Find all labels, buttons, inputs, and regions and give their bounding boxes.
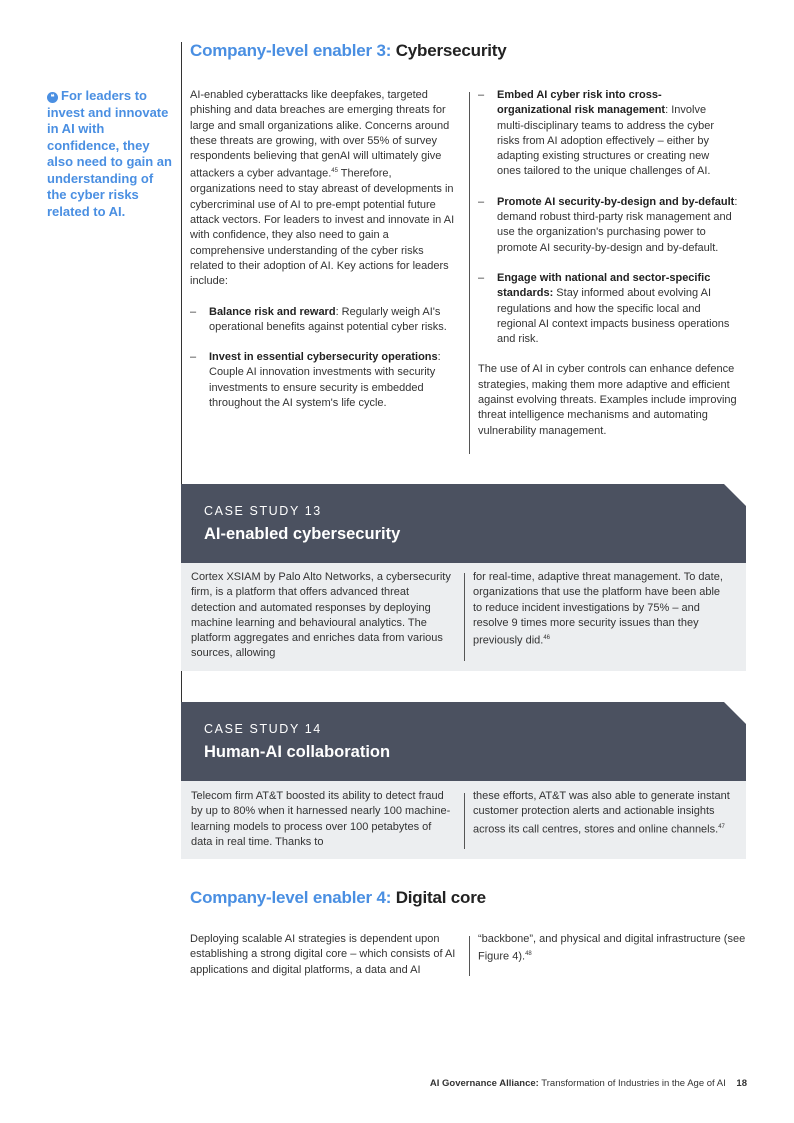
paragraph: AI-enabled cyberattacks like deepfakes, targeted phishing and data breaches are emerging threats for large and small organizations alike. Concerns around these threats are growing, with over 55% of survey respondents believing that genAI will ultimately give attackers a cyber advantage.$^{45}$ Therefore, organizations need to stay abreast of developments in cybercriminal use of AI to pre-empt potential future attack vectors. For leaders to invest and innovate in AI with confidence, they also need to gain a comprehensive understanding of the cyber risks related to their adoption of AI. Key actions for leaders include: (190, 89, 455, 288)
footer-doc-title: Transformation of Industries in the Age of AI (541, 1078, 726, 1089)
case-study-right-text: these efforts, AT&T was also able to generate instant customer protection alerts and actionable insights across its call centres, stores and online channels.$^{47}$ (473, 790, 730, 836)
footnote-ref: 45 (331, 168, 338, 175)
list-item: – Embed AI cyber risk into cross-organizational risk management: Involve multi-disciplinary teams to address the cyber risks from AI adoption effectively – either by adapting existing structures or creating new ones tailored to the unique challenges of AI. (478, 89, 715, 178)
quote-icon: ❝ (47, 92, 58, 103)
corner-notch (724, 484, 746, 506)
section4-right-column: “backbone”, and physical and digital infrastructure (see Figure 4).$^{48}$ (478, 933, 746, 963)
page-footer (430, 1078, 747, 1089)
list-item: – Invest in essential cybersecurity operations: Couple AI innovation investments with security investments to ensure security is embedded throughout the AI system's life cycle. (190, 351, 441, 409)
column-divider (464, 793, 465, 849)
case-study-14-header (181, 702, 746, 781)
page-number: 18 (736, 1078, 747, 1089)
section4-left-column: Deploying scalable AI strategies is dependent upon establishing a strong digital core – which consists of AI applications and digital platforms, a data and AI (190, 933, 456, 976)
section3-left-column (190, 88, 458, 411)
section-heading-digital-core (190, 888, 486, 908)
heading-prefix: Company-level enabler 4: (190, 888, 392, 907)
heading-prefix: Company-level enabler 3: (190, 41, 392, 60)
list-item: – Balance risk and reward: Regularly weigh AI's operational benefits against potential cyber risks. (190, 305, 447, 333)
pull-quote-text: For leaders to invest and innovate in AI with confidence, they also need to gain an understanding of the cyber risks related to AI. (47, 88, 172, 219)
heading-title: Digital core (395, 888, 486, 907)
case-study-kicker: CASE STUDY 13 (204, 504, 322, 518)
footnote-ref: 47 (718, 823, 725, 830)
column-divider (469, 936, 470, 976)
section-heading-cybersecurity (190, 41, 507, 61)
case-study-title: Human-AI collaboration (204, 743, 391, 761)
corner-notch (724, 702, 746, 724)
footer-publisher: AI Governance Alliance: (429, 1078, 539, 1089)
case-study-left-text: Telecom firm AT&T boosted its ability to detect fraud by up to 80% when it harnessed nearly 100 machine-learning models to process over 100 petabytes of data in real time. Thanks to (191, 790, 451, 848)
column-divider (464, 573, 465, 661)
column-divider (469, 92, 470, 454)
case-study-title: AI-enabled cybersecurity (204, 525, 401, 543)
case-study-14-body (181, 781, 746, 859)
bullet-list (478, 88, 748, 347)
case-study-left-text: Cortex XSIAM by Palo Alto Networks, a cybersecurity firm, is a platform that offers advanced threat detection and automated responses by deploying machine learning and behavioural analytics. The platform aggregates and enriches data from various sources, allowing (191, 571, 451, 660)
section-rule (181, 672, 182, 702)
case-study-13-header (181, 484, 746, 563)
paragraph: The use of AI in cyber controls can enhance defence strategies, making them more adaptive and efficient against evolving threats. Examples include improving threat intelligence mechanisms and automating vulnerability management. (478, 363, 737, 437)
bullet-list (190, 305, 458, 412)
case-study-13-body (181, 563, 746, 671)
section3-right-column (478, 88, 748, 439)
footnote-ref: 48 (525, 951, 532, 958)
list-item: – Promote AI security-by-design and by-default: demand robust third-party risk management and use the organization's purchasing power to promote AI security-by-design and by-default. (478, 195, 738, 254)
heading-title: Cybersecurity (395, 41, 507, 60)
list-item: – Engage with national and sector-specific standards: Stay informed about evolving AI regulations and how the specific local and regional AI context impacts business operations and risk. (478, 271, 730, 346)
pull-quote (47, 88, 175, 220)
case-study-kicker: CASE STUDY 14 (204, 722, 322, 736)
case-study-right-text: for real-time, adaptive threat management. To date, organizations that use the platform have been able to reduce incident investigations by 75% – and resolve 9 times more security issues than they previously did.$^{46}$ (473, 571, 723, 647)
footnote-ref: 46 (543, 635, 551, 642)
